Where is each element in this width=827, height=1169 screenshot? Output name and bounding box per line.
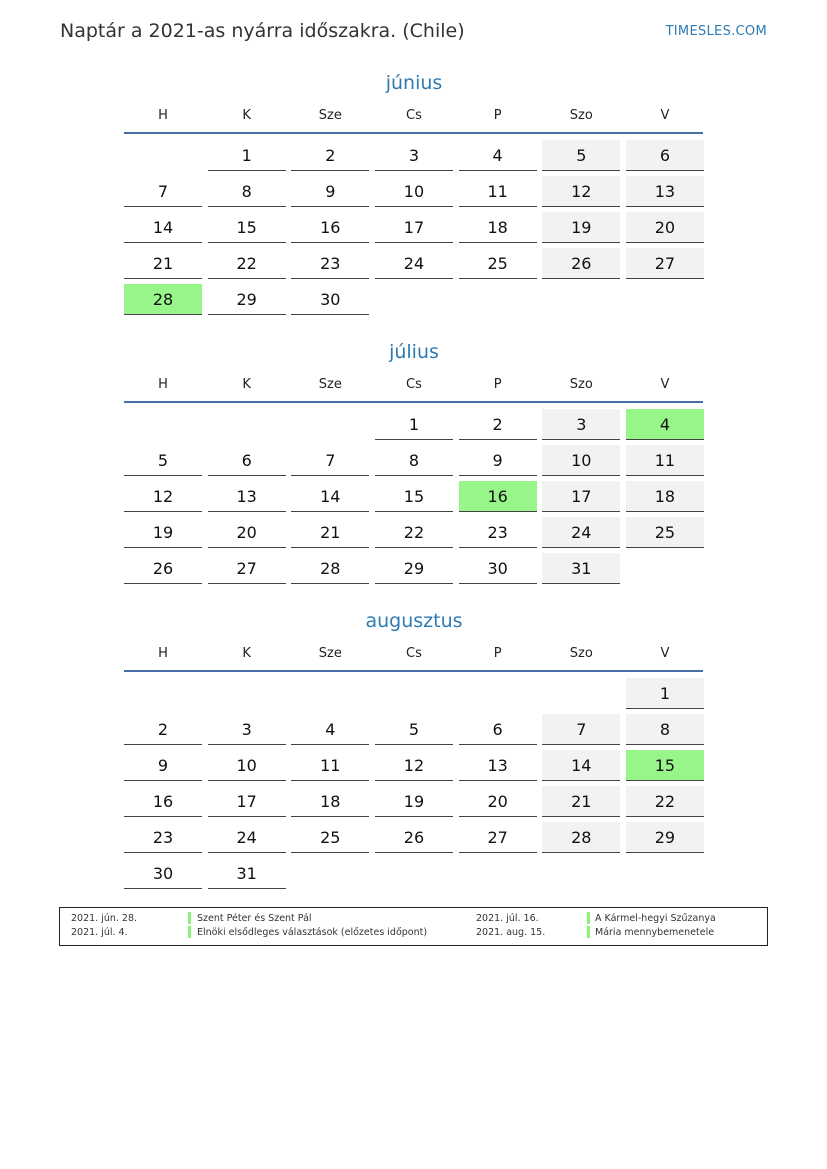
weekday-label: K <box>242 645 251 661</box>
empty-day-cell <box>124 409 202 440</box>
day-cell: 30 <box>124 858 202 889</box>
month-title: június <box>385 72 443 94</box>
day-cell: 23 <box>124 822 202 853</box>
day-cell: 21 <box>542 786 620 817</box>
holiday-marker <box>587 926 590 938</box>
day-cell: 28 <box>291 553 369 584</box>
day-cell: 8 <box>375 445 453 476</box>
day-cell: 2 <box>291 140 369 171</box>
day-cell: 26 <box>124 553 202 584</box>
week-row <box>124 551 704 587</box>
legend-name: Elnöki elsődleges választások (előzetes időpont) <box>197 927 428 938</box>
day-cell: 12 <box>375 750 453 781</box>
day-cell: 25 <box>291 822 369 853</box>
day-cell: 19 <box>124 517 202 548</box>
day-cell: 1 <box>208 140 286 171</box>
empty-day-cell <box>542 678 620 709</box>
day-cell: 23 <box>291 248 369 279</box>
week-row <box>124 282 704 318</box>
day-cell: 5 <box>124 445 202 476</box>
day-cell: 19 <box>542 212 620 243</box>
day-cell: 5 <box>542 140 620 171</box>
weekday-label: V <box>660 645 670 661</box>
weekday-label: P <box>493 645 502 661</box>
day-cell: 6 <box>626 140 704 171</box>
day-cell: 24 <box>208 822 286 853</box>
day-cell: 15 <box>208 212 286 243</box>
weeks <box>124 407 704 587</box>
day-cell: 3 <box>542 409 620 440</box>
day-cell: 30 <box>291 284 369 315</box>
legend-date: 2021. júl. 4. <box>71 927 128 938</box>
day-cell: 5 <box>375 714 453 745</box>
weekday-label: K <box>242 376 251 392</box>
week-row <box>124 676 704 712</box>
holiday-legend <box>59 907 768 946</box>
empty-day-cell <box>124 140 202 171</box>
weekday-header <box>124 98 703 134</box>
weekday-label: H <box>158 107 168 123</box>
holiday-marker <box>188 926 191 938</box>
day-cell: 18 <box>459 212 537 243</box>
day-cell: 22 <box>208 248 286 279</box>
day-cell: 30 <box>459 553 537 584</box>
holiday-marker <box>587 912 590 924</box>
day-cell: 10 <box>542 445 620 476</box>
weekday-label: Szo <box>569 107 593 123</box>
weekday-label: Sze <box>318 107 342 123</box>
empty-day-cell <box>375 678 453 709</box>
page-title: Naptár a 2021-as nyárra időszakra. (Chile) <box>60 20 465 42</box>
day-cell: 8 <box>208 176 286 207</box>
empty-day-cell <box>459 284 537 315</box>
empty-day-cell <box>375 284 453 315</box>
weekday-label: Szo <box>569 645 593 661</box>
month-title: augusztus <box>365 610 463 632</box>
day-cell: 8 <box>626 714 704 745</box>
week-row <box>124 246 704 282</box>
week-row <box>124 784 704 820</box>
weeks <box>124 138 704 318</box>
weekday-header <box>124 367 703 403</box>
day-cell: 24 <box>542 517 620 548</box>
day-cell: 26 <box>375 822 453 853</box>
month-august <box>124 606 704 892</box>
day-cell: 12 <box>542 176 620 207</box>
legend-date: 2021. júl. 16. <box>476 913 539 924</box>
day-cell: 1 <box>626 678 704 709</box>
day-cell: 10 <box>375 176 453 207</box>
holiday-day-cell: 16 <box>459 481 537 512</box>
weekday-label: Cs <box>406 376 422 392</box>
weekday-label: V <box>660 376 670 392</box>
empty-day-cell <box>626 553 704 584</box>
day-cell: 27 <box>459 822 537 853</box>
day-cell: 31 <box>542 553 620 584</box>
day-cell: 2 <box>124 714 202 745</box>
day-cell: 28 <box>542 822 620 853</box>
day-cell: 22 <box>375 517 453 548</box>
week-row <box>124 138 704 174</box>
day-cell: 11 <box>459 176 537 207</box>
empty-day-cell <box>459 678 537 709</box>
weekday-label: Sze <box>318 376 342 392</box>
weekday-label: Cs <box>406 107 422 123</box>
day-cell: 18 <box>291 786 369 817</box>
week-row <box>124 407 704 443</box>
legend-name: Mária mennybemenetele <box>595 927 715 938</box>
day-cell: 20 <box>208 517 286 548</box>
holiday-day-cell: 4 <box>626 409 704 440</box>
day-cell: 16 <box>291 212 369 243</box>
day-cell: 9 <box>291 176 369 207</box>
day-cell: 1 <box>375 409 453 440</box>
day-cell: 7 <box>291 445 369 476</box>
day-cell: 26 <box>542 248 620 279</box>
day-cell: 29 <box>375 553 453 584</box>
day-cell: 4 <box>459 140 537 171</box>
day-cell: 17 <box>208 786 286 817</box>
day-cell: 7 <box>124 176 202 207</box>
empty-day-cell <box>291 678 369 709</box>
empty-day-cell <box>542 284 620 315</box>
day-cell: 13 <box>459 750 537 781</box>
day-cell: 13 <box>208 481 286 512</box>
day-cell: 12 <box>124 481 202 512</box>
day-cell: 25 <box>626 517 704 548</box>
week-row <box>124 712 704 748</box>
weekday-label: P <box>493 107 502 123</box>
week-row <box>124 479 704 515</box>
day-cell: 19 <box>375 786 453 817</box>
weekday-label: Cs <box>406 645 422 661</box>
day-cell: 10 <box>208 750 286 781</box>
weekday-header <box>124 636 703 672</box>
day-cell: 14 <box>542 750 620 781</box>
empty-day-cell <box>208 678 286 709</box>
day-cell: 29 <box>208 284 286 315</box>
legend-name: Szent Péter és Szent Pál <box>197 913 312 924</box>
weekday-label: H <box>158 645 168 661</box>
weeks <box>124 676 704 892</box>
holiday-day-cell: 28 <box>124 284 202 315</box>
weekday-label: Sze <box>318 645 342 661</box>
week-row <box>124 856 704 892</box>
brand-link[interactable]: TIMESLES.COM <box>665 24 767 39</box>
day-cell: 11 <box>291 750 369 781</box>
legend-name: A Kármel-hegyi Szűzanya <box>595 913 716 924</box>
weekday-label: K <box>242 107 251 123</box>
day-cell: 24 <box>375 248 453 279</box>
day-cell: 2 <box>459 409 537 440</box>
day-cell: 31 <box>208 858 286 889</box>
day-cell: 27 <box>208 553 286 584</box>
day-cell: 13 <box>626 176 704 207</box>
day-cell: 25 <box>459 248 537 279</box>
day-cell: 6 <box>459 714 537 745</box>
day-cell: 14 <box>124 212 202 243</box>
day-cell: 27 <box>626 248 704 279</box>
day-cell: 17 <box>542 481 620 512</box>
day-cell: 9 <box>124 750 202 781</box>
weekday-label: Szo <box>569 376 593 392</box>
empty-day-cell <box>459 858 537 889</box>
empty-day-cell <box>291 858 369 889</box>
weekday-label: V <box>660 107 670 123</box>
day-cell: 4 <box>291 714 369 745</box>
empty-day-cell <box>375 858 453 889</box>
day-cell: 11 <box>626 445 704 476</box>
empty-day-cell <box>626 858 704 889</box>
weekday-label: H <box>158 376 168 392</box>
week-row <box>124 210 704 246</box>
month-july <box>124 337 704 587</box>
legend-date: 2021. jún. 28. <box>71 913 138 924</box>
day-cell: 17 <box>375 212 453 243</box>
week-row <box>124 748 704 784</box>
day-cell: 20 <box>459 786 537 817</box>
week-row <box>124 515 704 551</box>
empty-day-cell <box>626 284 704 315</box>
weekday-label: P <box>493 376 502 392</box>
holiday-day-cell: 15 <box>626 750 704 781</box>
day-cell: 14 <box>291 481 369 512</box>
month-june <box>124 68 704 318</box>
empty-day-cell <box>291 409 369 440</box>
day-cell: 21 <box>291 517 369 548</box>
day-cell: 7 <box>542 714 620 745</box>
day-cell: 3 <box>375 140 453 171</box>
day-cell: 23 <box>459 517 537 548</box>
month-title: július <box>389 341 439 363</box>
day-cell: 16 <box>124 786 202 817</box>
day-cell: 20 <box>626 212 704 243</box>
empty-day-cell <box>124 678 202 709</box>
day-cell: 3 <box>208 714 286 745</box>
week-row <box>124 820 704 856</box>
day-cell: 9 <box>459 445 537 476</box>
day-cell: 15 <box>375 481 453 512</box>
day-cell: 22 <box>626 786 704 817</box>
day-cell: 6 <box>208 445 286 476</box>
empty-day-cell <box>542 858 620 889</box>
legend-date: 2021. aug. 15. <box>476 927 546 938</box>
week-row <box>124 174 704 210</box>
day-cell: 29 <box>626 822 704 853</box>
empty-day-cell <box>208 409 286 440</box>
day-cell: 18 <box>626 481 704 512</box>
day-cell: 21 <box>124 248 202 279</box>
week-row <box>124 443 704 479</box>
holiday-marker <box>188 912 191 924</box>
